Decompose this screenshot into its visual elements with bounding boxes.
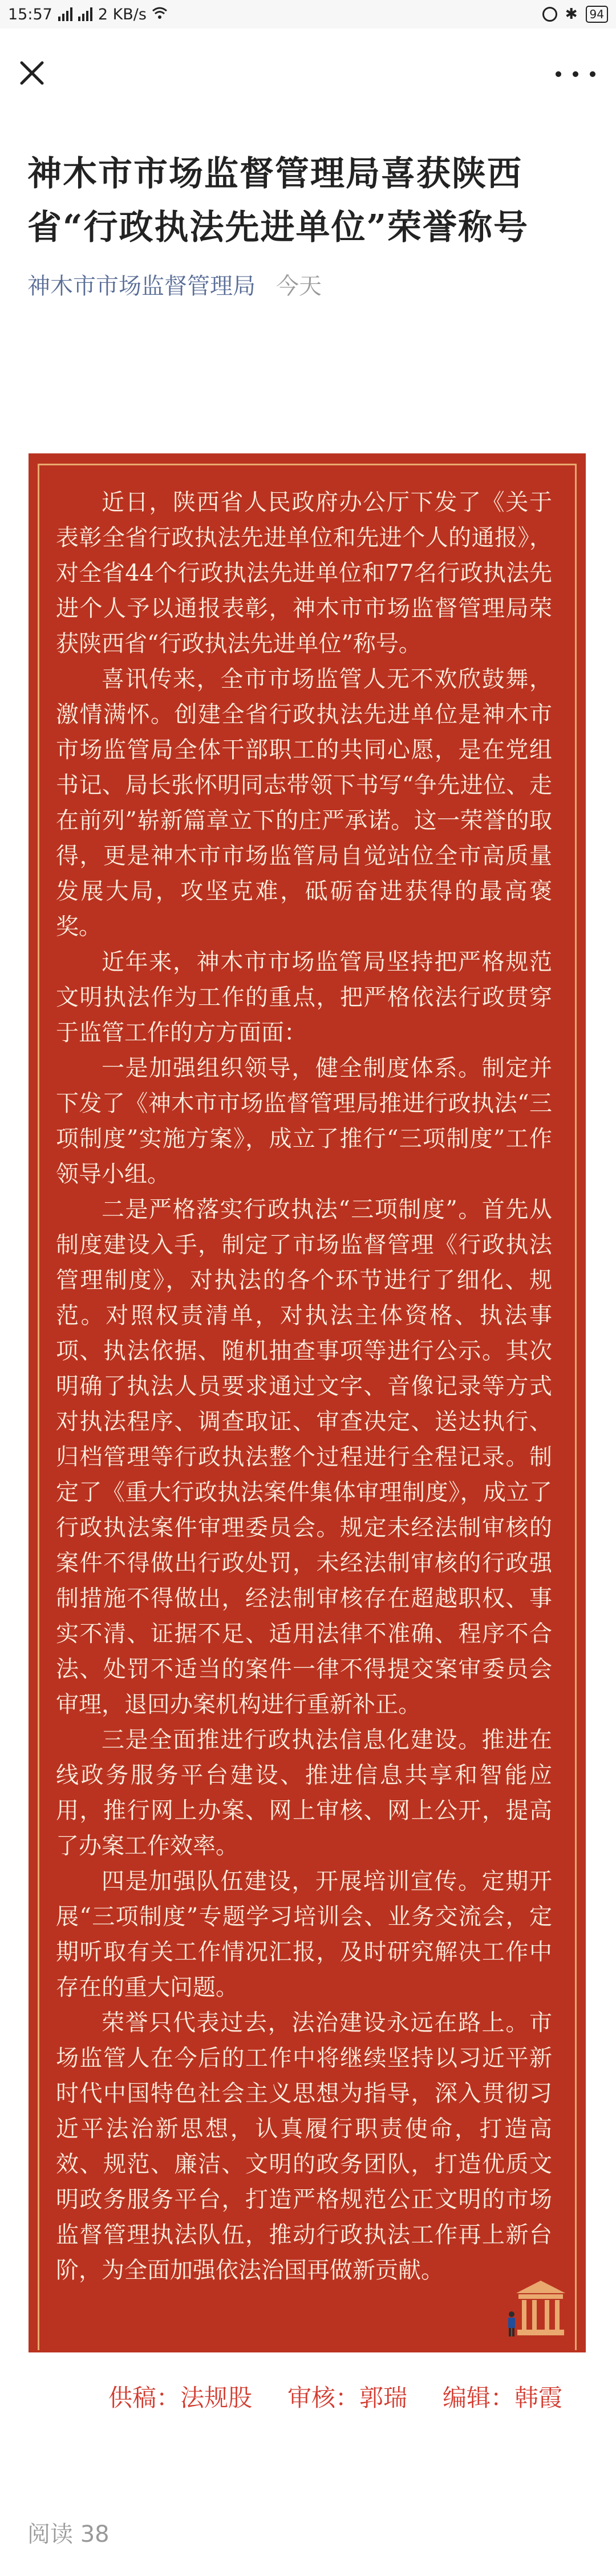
status-bar: [0, 0, 616, 29]
credit-editor: 编辑：韩霞: [443, 2384, 563, 2412]
paragraph: 荣誉只代表过去，法治建设永远在路上。市场监管人在今后的工作中将继续坚持以习近平新时代中国特色社会主义思想为指导，深入贯彻习近平法治新思想，认真履行职责使命，打造高效、规范、廉洁、文明的政务团队，打造优质文明政务服务平台，打造严格规范公正文明的市场监督管理执法队伍，推动行政执法工作再上新台阶，为全面加强依法治国再做新贡献。: [56, 2010, 552, 2283]
article-credits: [108, 2379, 562, 2413]
status-right: [542, 6, 608, 23]
article-meta: [27, 268, 322, 301]
signal-icon: [58, 7, 72, 21]
bluetooth-icon: ✱: [565, 6, 578, 23]
poster-text: [56, 485, 552, 2288]
nav-bar: [0, 29, 616, 114]
courthouse-icon: [515, 2279, 566, 2336]
more-options-icon[interactable]: [556, 63, 595, 86]
network-speed: 2 KB/s: [98, 5, 147, 23]
close-icon[interactable]: [17, 58, 47, 88]
paragraph: 四是加强队伍建设，开展培训宣传。定期开展“三项制度”专题学习培训会、业务交流会，定期听取有关工作情况汇报，及时研究解决工作中存在的重大问题。: [56, 1868, 552, 2001]
paragraph: 三是全面推进行政执法信息化建设。推进在线政务服务平台建设、推进信息共享和智能应用，推行网上办案、网上审核、网上公开，提高了办案工作效率。: [56, 1727, 552, 1859]
paragraph: 一是加强组织领导，健全制度体系。制定并下发了《神木市市场监督管理局推进行政执法“三项制度”实施方案》，成立了推行“三项制度”工作领导小组。: [56, 1055, 552, 1187]
alarm-icon: [542, 7, 557, 22]
paragraph: 近年来，神木市市场监管局坚持把严格规范文明执法作为工作的重点，把严格依法行政贯穿于监管工作的方方面面：: [56, 949, 552, 1046]
article-poster: [29, 453, 586, 2352]
wifi-icon: [152, 6, 167, 23]
paragraph: 二是严格落实行政执法“三项制度”。首先从制度建设入手，制定了市场监督管理《行政执法管理制度》，对执法的各个环节进行了细化、规范。对照权责清单，对执法主体资格、执法事项、执法依据、随机抽查事项等进行公示。其次明确了执法人员要求通过文字、音像记录等方式对执法程序、调查取证、审查决定、送达执行、归档管理等行政执法整个过程进行全程记录。制定了《重大行政执法案件集体审理制度》，成立了行政执法案件审理委员会。规定未经法制审核的案件不得做出行政处罚，未经法制审核的行政强制措施不得做出，经法制审核存在超越职权、事实不清、证据不足、适用法律不准确、程序不合法、处罚不适当的案件一律不得提交案审委员会审理，退回办案机构进行重新补正。: [56, 1196, 552, 1718]
signal-icon-2: [78, 7, 92, 21]
credit-reviewer: 审核：郭瑞: [287, 2384, 408, 2412]
account-name-link[interactable]: 神木市市场监督管理局: [27, 273, 256, 299]
status-left: [8, 6, 167, 23]
read-count: 阅读 38: [27, 2521, 110, 2547]
credit-contributor: 供稿：法规股: [108, 2384, 253, 2412]
paragraph: 近日，陕西省人民政府办公厅下发了《关于表彰全省行政执法先进单位和先进个人的通报》，对全省44个行政执法先进单位和77名行政执法先进个人予以通报表彰，神木市市场监督管理局荣获陕西省“行政执法先进单位”称号。: [56, 489, 552, 657]
status-time: 15:57: [8, 5, 52, 23]
paragraph: 喜讯传来，全市市场监管人无不欢欣鼓舞，激情满怀。创建全省行政执法先进单位是神木市市场监管局全体干部职工的共同心愿，是在党组书记、局长张怀明同志带领下书写“争先进位、走在前列”崭新篇章立下的庄严承诺。这一荣誉的取得，更是神木市市场监管局自觉站位全市高质量发展大局，攻坚克难，砥砺奋进获得的最高褒奖。: [56, 666, 552, 940]
battery-icon: 94: [586, 6, 608, 23]
article-title: 神木市市场监督管理局喜获陕西省“行政执法先进单位”荣誉称号: [27, 154, 529, 248]
publish-date: 今天: [276, 273, 322, 299]
